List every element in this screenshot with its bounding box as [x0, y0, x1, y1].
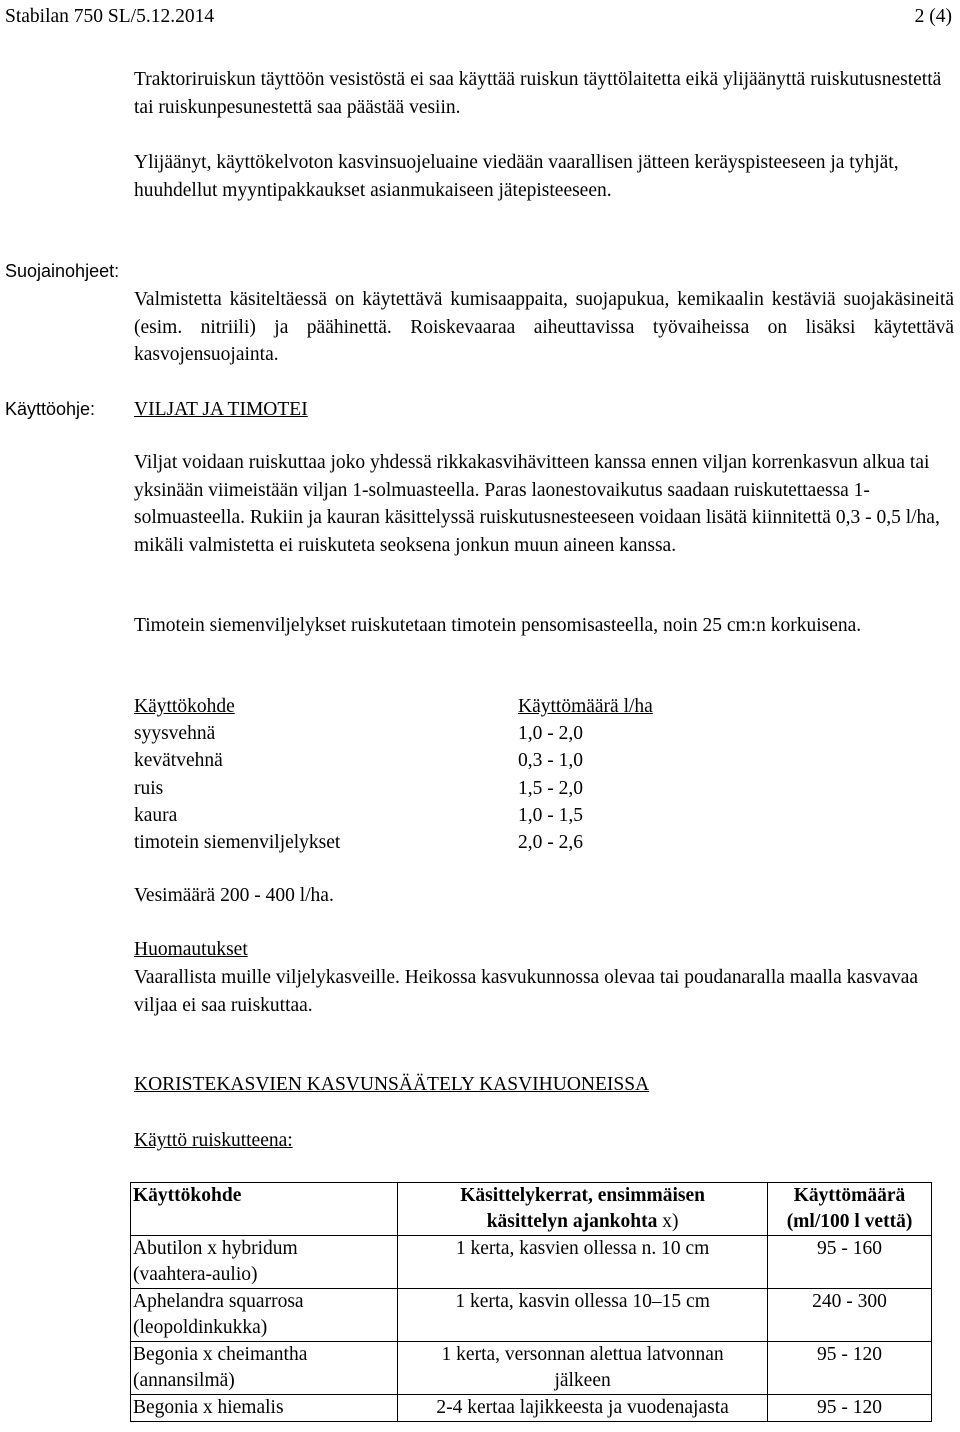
timing-line1: 1 kerta, versonnan alettua latvonnan — [441, 1344, 724, 1365]
header-dose-line2: (ml/100 l vettä) — [786, 1211, 913, 1232]
intro-paragraph-2: Ylijäänyt, käyttökelvoton kasvinsuojeluaine viedään vaarallisen jätteen keräyspisteeseen ja tyhjät, huuhdellut myyntipakkaukset asianmukaiseen jätepisteeseen. — [134, 152, 899, 201]
usage-target: ruis — [134, 777, 164, 799]
header-timing-footnote: x) — [657, 1211, 679, 1232]
protection-label: Suojainohjeet: — [5, 261, 120, 281]
header-timing-line1: Käsittelykerrat, ensimmäisen — [460, 1185, 705, 1206]
header-timing — [398, 1183, 768, 1236]
usage-amount-header: Käyttömäärä l/ha — [518, 696, 653, 717]
usage-rate-row — [134, 802, 734, 829]
protection-text: Valmistetta käsiteltäessä on käytettävä kumisaappaita, suojapukua, kemikaalin kestäviä suojakäsineitä (esim. nitriili) ja päähinettä. Roiskevaaraa aiheuttavissa työvaiheissa on lisäksi käytettävä kasvojensuojainta. — [134, 289, 954, 365]
page-number: 2 (4) — [914, 6, 952, 27]
timing-cell: 1 kerta, kasvin ollessa 10–15 cm — [398, 1289, 768, 1342]
table-row — [131, 1395, 932, 1422]
timing-cell: 2-4 kertaa lajikkeesta ja vuodenajasta — [398, 1395, 768, 1422]
usage-rate-header — [134, 693, 734, 720]
usage-amount: 1,0 - 2,0 — [518, 723, 583, 745]
timing-line2: jälkeen — [554, 1370, 611, 1391]
header-dose — [768, 1183, 932, 1236]
plant-common-name: (vaahtera-aulio) — [133, 1264, 258, 1285]
usage-label: Käyttöohje: — [5, 399, 96, 419]
notes-heading: Huomautukset — [134, 939, 248, 960]
usage-rate-table — [134, 693, 734, 856]
usage-paragraph-1: Viljat voidaan ruiskuttaa joko yhdessä rikkakasvihävitteen kanssa ennen viljan korrenkasvun alkua tai yksinään viimeistään viljan 1-solmuasteella. Paras laonestovaikutus saadaan ruiskutettaessa 1-solmuasteella. Rukiin ja kauran käsittelyssä ruiskutusnesteeseen voidaan lisätä kiinnitettä 0,3 - 0,5 l/ha, mikäli valmistetta ei ruiskuteta seoksena jonkun muun aineen kanssa. — [134, 452, 940, 556]
dose-cell: 95 - 160 — [768, 1236, 932, 1289]
intro-paragraph-1: Traktoriruiskun täyttöön vesistöstä ei saa käyttää ruiskun täyttölaitetta eikä ylijäänyttä ruiskutusnestettä tai ruiskunpesunestettä saa päästää vesiin. — [134, 69, 942, 118]
dose-cell: 95 - 120 — [768, 1342, 932, 1395]
timing-cell — [398, 1342, 768, 1395]
usage-rate-row — [134, 747, 734, 774]
usage-amount: 0,3 - 1,0 — [518, 750, 583, 772]
plant-name: Begonia x cheimantha — [133, 1344, 308, 1365]
usage-target-header: Käyttökohde — [134, 696, 235, 717]
timing-cell: 1 kerta, kasvien ollessa n. 10 cm — [398, 1236, 768, 1289]
usage-target: kevätvehnä — [134, 750, 223, 772]
usage-amount: 2,0 - 2,6 — [518, 831, 583, 853]
ornamental-subheading: Käyttö ruiskutteena: — [134, 1130, 293, 1151]
water-amount: Vesimäärä 200 - 400 l/ha. — [134, 885, 334, 906]
notes-text: Vaarallista muille viljelykasveille. Heikossa kasvukunnossa olevaa tai poudanaralla maalla kasvavaa viljaa ei saa ruiskuttaa. — [134, 967, 919, 1016]
usage-target: syysvehnä — [134, 723, 216, 745]
plant-cell — [131, 1289, 398, 1342]
table-row — [131, 1289, 932, 1342]
usage-target: timotein siemenviljelykset — [134, 831, 341, 853]
usage-target: kaura — [134, 804, 178, 826]
header-timing-line2: käsittelyn ajankohta — [486, 1211, 658, 1232]
usage-amount: 1,5 - 2,0 — [518, 777, 583, 799]
document-header-title: Stabilan 750 SL/5.12.2014 — [5, 6, 215, 27]
header-dose-line1: Käyttömäärä — [793, 1185, 906, 1206]
plant-common-name: (annansilmä) — [133, 1370, 235, 1391]
plant-name: Abutilon x hybridum — [133, 1238, 298, 1259]
header-target: Käyttökohde — [131, 1183, 398, 1236]
table-row — [131, 1342, 932, 1395]
table-row — [131, 1236, 932, 1289]
ornamental-heading: KORISTEKASVIEN KASVUNSÄÄTELY KASVIHUONEISSA — [134, 1074, 650, 1095]
ornamental-table — [130, 1182, 932, 1422]
usage-heading: VILJAT JA TIMOTEI — [134, 399, 308, 420]
usage-rate-row — [134, 829, 734, 856]
dose-cell: 240 - 300 — [768, 1289, 932, 1342]
usage-amount: 1,0 - 1,5 — [518, 804, 583, 826]
plant-name: Aphelandra squarrosa — [133, 1291, 304, 1312]
usage-rate-row — [134, 775, 734, 802]
usage-paragraph-2: Timotein siemenviljelykset ruiskutetaan timotein pensomisasteella, noin 25 cm:n korkuisena. — [134, 615, 862, 636]
dose-cell: 95 - 120 — [768, 1395, 932, 1422]
plant-cell: Begonia x hiemalis — [131, 1395, 398, 1422]
usage-rate-row — [134, 720, 734, 747]
plant-cell — [131, 1236, 398, 1289]
plant-common-name: (leopoldinkukka) — [133, 1317, 268, 1338]
ornamental-table-header — [131, 1183, 932, 1236]
plant-cell — [131, 1342, 398, 1395]
